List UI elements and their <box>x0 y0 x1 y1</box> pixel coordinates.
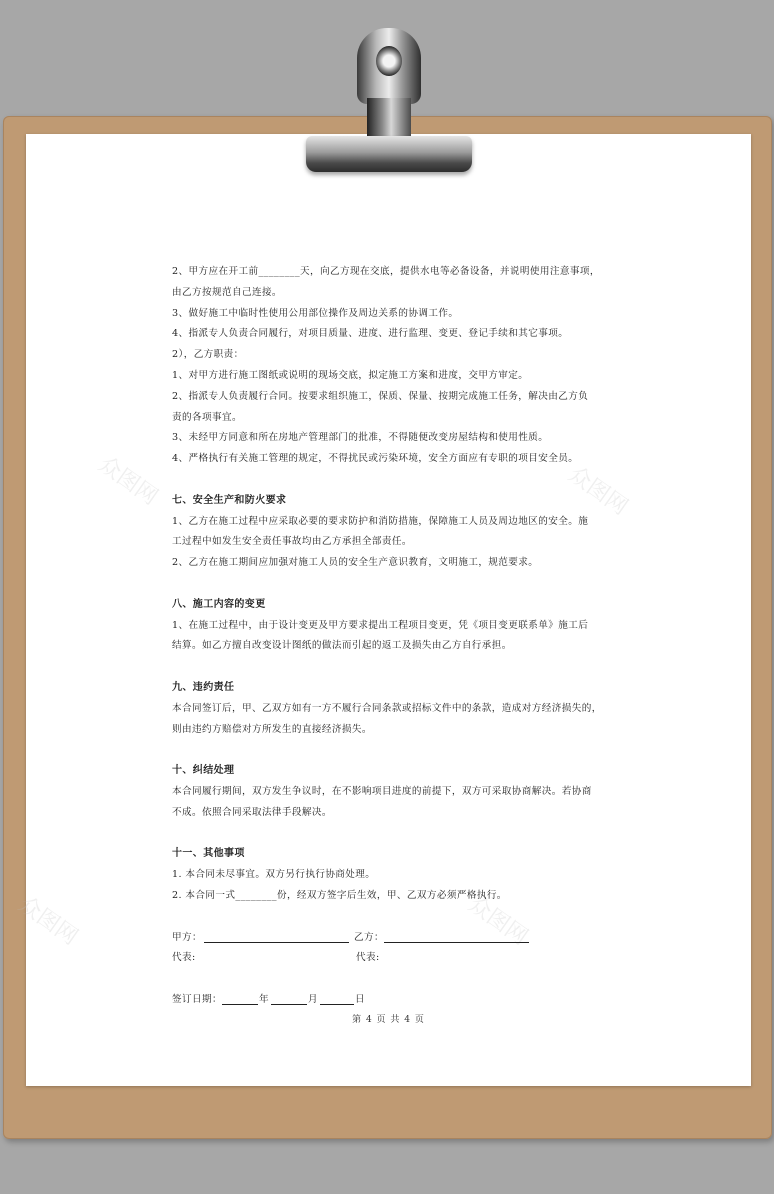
contract-body <box>172 262 632 1011</box>
party-a-label: 甲方： <box>172 931 202 943</box>
day-blank <box>320 992 354 1005</box>
day-label: 日 <box>355 993 365 1005</box>
text-line: 工过程中如发生安全责任事故均由乙方承担全部责任。 <box>172 536 412 548</box>
text-line: 3、未经甲方同意和所在房地产管理部门的批准，不得随便改变房屋结构和使用性质。 <box>172 432 549 444</box>
text-line: 2、甲方应在开工前________天，向乙方现在交底，提供水电等必备设备，并说明使用注意事项， <box>172 266 600 277</box>
text-line: 不成。依照合同采取法律手段解决。 <box>172 806 332 818</box>
text-line: 2、指派专人负责履行合同。按要求组织施工，保质、保量、按期完成施工任务，解决由乙方负 <box>172 390 589 402</box>
text-line: 则由违约方赔偿对方所发生的直接经济损失。 <box>172 723 372 735</box>
section-heading: 七、安全生产和防火要求 <box>172 494 287 506</box>
text-line: 由乙方按规范自己连接。 <box>172 286 282 298</box>
signature-row-parties <box>172 928 632 949</box>
watermark: 众图网 <box>13 891 83 951</box>
signature-row-representatives <box>172 948 632 969</box>
year-label: 年 <box>259 993 269 1005</box>
watermark: 众图网 <box>563 461 633 521</box>
month-blank <box>271 992 307 1005</box>
text-line: 1、对甲方进行施工图纸或说明的现场交底，拟定施工方案和进度，交甲方审定。 <box>172 369 529 381</box>
text-line: 4、严格执行有关施工管理的规定，不得扰民或污染环境，安全方面应有专职的项目安全员。 <box>172 453 579 465</box>
document-page <box>13 134 751 1086</box>
party-b-signature-line <box>384 930 529 943</box>
rep-a-label: 代表: <box>172 952 196 964</box>
text-line: 1、在施工过程中，由于设计变更及甲方要求提出工程项目变更，凭《项目变更联系单》施工后 <box>172 619 589 631</box>
text-line: 2、乙方在施工期间应加强对施工人员的安全生产意识教育，文明施工，规范要求。 <box>172 557 539 569</box>
page-number: 第 4 页 共 4 页 <box>352 1015 425 1025</box>
party-b-heading: 2），乙方职责： <box>172 349 244 361</box>
text-line: 4、指派专人负责合同履行，对项目质量、进度、进行监理、变更、登记手续和其它事项。 <box>172 328 569 340</box>
text-line: 本合同签订后，甲、乙双方如有一方不履行合同条款或招标文件中的条款，造成对方经济损失的， <box>172 702 602 714</box>
section-heading: 十一、其他事项 <box>172 848 245 860</box>
year-blank <box>222 992 258 1005</box>
section-heading: 十、纠结处理 <box>172 765 235 777</box>
month-label: 月 <box>308 993 318 1005</box>
date-label: 签订日期： <box>172 993 222 1005</box>
section-heading: 九、违约责任 <box>172 681 235 693</box>
binder-clip <box>300 28 478 176</box>
text-line: 本合同履行期间，双方发生争议时，在不影响项目进度的前提下，双方可采取协商解决。若协商 <box>172 785 592 797</box>
party-b-label: 乙方： <box>354 931 384 943</box>
text-line: 结算。如乙方擅自改变设计图纸的做法而引起的返工及损失由乙方自行承担。 <box>172 640 512 652</box>
text-line: 责的各项事宜。 <box>172 411 242 423</box>
text-line: 3、做好施工中临时性使用公用部位操作及周边关系的协调工作。 <box>172 307 459 319</box>
text-line: 1. 本合同未尽事宜。双方另行执行协商处理。 <box>172 869 376 881</box>
text-line: 2. 本合同一式________份，经双方签字后生效，甲、乙双方必须严格执行。 <box>172 889 507 901</box>
watermark: 众图网 <box>93 451 163 511</box>
watermark: 众图网 <box>463 891 533 951</box>
text-line: 1、乙方在施工过程中应采取必要的要求防护和消防措施，保障施工人员及周边地区的安全。施 <box>172 515 589 527</box>
section-heading: 八、施工内容的变更 <box>172 598 266 610</box>
party-a-signature-line <box>204 930 349 943</box>
rep-b-label: 代表: <box>356 952 380 964</box>
signing-date-row <box>172 990 632 1011</box>
